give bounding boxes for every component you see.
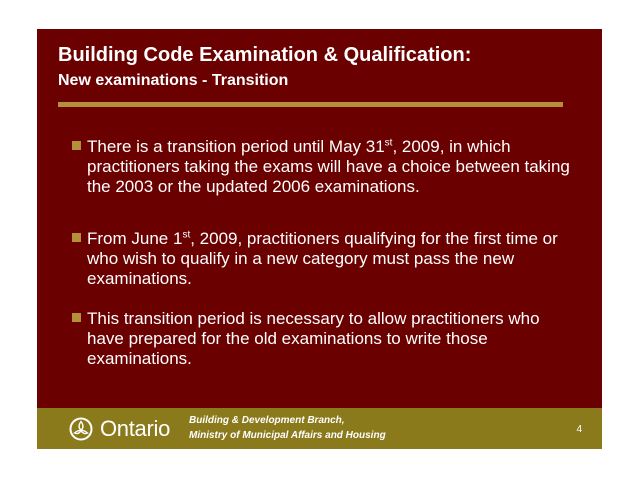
- slide: [37, 29, 602, 449]
- footer-branch: Building & Development Branch,: [189, 415, 345, 426]
- square-bullet-icon: [72, 313, 81, 322]
- square-bullet-icon: [72, 233, 81, 242]
- ontario-wordmark: Ontario: [100, 416, 171, 441]
- bullet-text: This transition period is necessary to allow practitioners who have prepared for the old examinations to write those examinations.: [87, 309, 540, 368]
- title-divider: [58, 102, 563, 107]
- slide-title: Building Code Examination & Qualification:: [58, 44, 472, 66]
- slide-subtitle: New examinations - Transition: [58, 72, 289, 89]
- bullet-text: There is a transition period until May 31st, 2009, in which practitioners taking the exams will have a choice between taking the 2003 or the updated 2006 examinations.: [87, 137, 570, 196]
- footer: [37, 408, 602, 449]
- bullet-item: [72, 309, 576, 369]
- square-bullet-icon: [72, 141, 81, 150]
- page-number: 4: [576, 424, 582, 435]
- footer-ministry: Ministry of Municipal Affairs and Housing: [189, 430, 386, 441]
- bullet-item: [72, 229, 576, 289]
- ontario-trillium-icon: [69, 417, 93, 441]
- bullet-item: [72, 137, 576, 197]
- bullet-text: From June 1st, 2009, practitioners qualifying for the first time or who wish to qualify in a new category must pass the new examinations.: [87, 229, 558, 288]
